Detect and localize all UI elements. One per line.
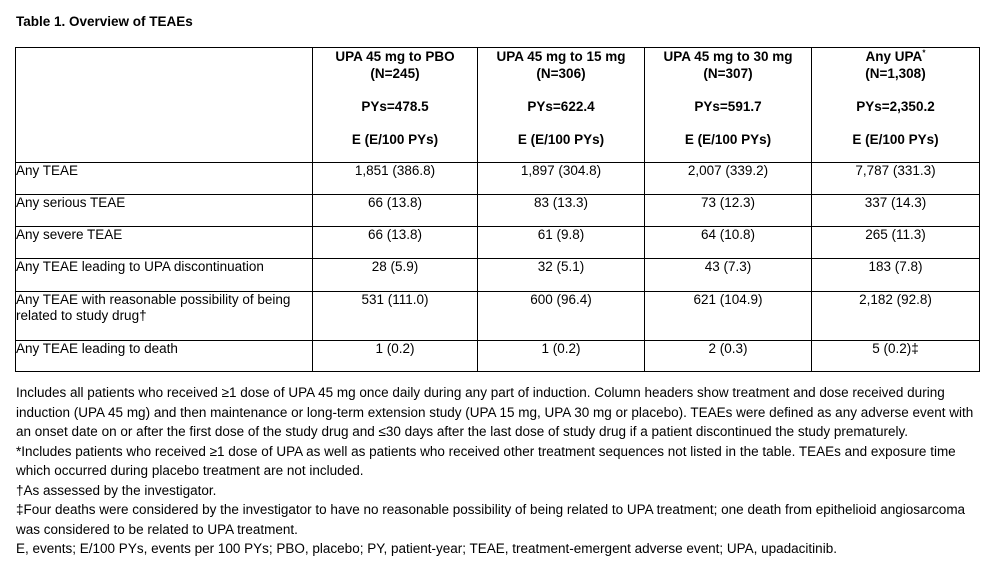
table-cell: 43 (7.3): [645, 259, 812, 292]
table-cell: 66 (13.8): [313, 227, 478, 259]
row-label: Any TEAE: [16, 163, 313, 195]
table-cell: 531 (111.0): [313, 292, 478, 341]
table-cell: 1,851 (386.8): [313, 163, 478, 195]
table-cell: 2,007 (339.2): [645, 163, 812, 195]
table-cell: 2 (0.3): [645, 341, 812, 372]
table-cell: 32 (5.1): [478, 259, 645, 292]
footnotes: [16, 383, 976, 559]
table-cell: 28 (5.9): [313, 259, 478, 292]
table-row: [16, 259, 980, 292]
footnote-deaths: ‡Four deaths were considered by the investigator to have no reasonable possibility of being related to UPA treatment; one death from epithelioid angiosarcoma was considered to be related to UPA treatment.: [16, 502, 966, 537]
table-title: Table 1. Overview of TEAEs: [16, 14, 193, 29]
table-cell: 7,787 (331.3): [812, 163, 980, 195]
header-row: [16, 48, 980, 163]
footnote-general: Includes all patients who received ≥1 dose of UPA 45 mg once daily during any part of induction. Column headers show treatment and dose received during induction (UPA 45 mg) and then maintenance or long-term extension study (UPA 15 mg, UPA 30 mg or placebo). TEAEs were defined as any adverse event with an onset date on or after the first dose of the study drug and ≤30 days after the last dose of study drug if a patient discontinued the study prematurely.: [16, 385, 974, 439]
table-cell: 265 (11.3): [812, 227, 980, 259]
header-col-any-upa: Any UPA* (N=1,308) PYs=2,350.2 E (E/100 PYs): [812, 48, 980, 163]
row-label: Any TEAE leading to death: [16, 341, 313, 372]
footnote-any-upa: *Includes patients who received ≥1 dose of UPA as well as patients who received other treatment sequences not listed in the table. TEAEs and exposure time which occurred during placebo treatment are not included.: [16, 443, 956, 478]
row-label: Any TEAE leading to UPA discontinuation: [16, 259, 313, 292]
table-cell: 73 (12.3): [645, 195, 812, 227]
table-cell: 183 (7.8): [812, 259, 980, 292]
table-cell: 2,182 (92.8): [812, 292, 980, 341]
table-cell: 1,897 (304.8): [478, 163, 645, 195]
table-cell: 61 (9.8): [478, 227, 645, 259]
row-label: Any severe TEAE: [16, 227, 313, 259]
table-cell: 1 (0.2): [478, 341, 645, 372]
table-cell: 64 (10.8): [645, 227, 812, 259]
table-cell: 5 (0.2)‡: [812, 341, 980, 372]
header-col-upa45-30: UPA 45 mg to 30 mg (N=307) PYs=591.7 E (E/100 PYs): [645, 48, 812, 163]
footnote-mark: *: [922, 48, 926, 58]
footnote-abbreviations: E, events; E/100 PYs, events per 100 PYs; PBO, placebo; PY, patient-year; TEAE, treatment-emergent adverse event; UPA, upadacitinib.: [16, 541, 837, 556]
teae-table: [15, 47, 980, 372]
table-cell: 600 (96.4): [478, 292, 645, 341]
table-row: [16, 292, 980, 341]
row-label: Any TEAE with reasonable possibility of being related to study drug†: [16, 292, 313, 341]
table-cell: 66 (13.8): [313, 195, 478, 227]
table-cell: 1 (0.2): [313, 341, 478, 372]
table-row: [16, 163, 980, 195]
row-label: Any serious TEAE: [16, 195, 313, 227]
table-row: [16, 227, 980, 259]
table-row: [16, 341, 980, 372]
table-cell: 621 (104.9): [645, 292, 812, 341]
table-cell: 337 (14.3): [812, 195, 980, 227]
table-cell: 83 (13.3): [478, 195, 645, 227]
header-col-upa45-15: UPA 45 mg to 15 mg (N=306) PYs=622.4 E (E/100 PYs): [478, 48, 645, 163]
footnote-investigator: †As assessed by the investigator.: [16, 482, 217, 498]
table-row: [16, 195, 980, 227]
header-col-upa45-pbo: UPA 45 mg to PBO (N=245) PYs=478.5 E (E/100 PYs): [313, 48, 478, 163]
header-empty-cell: [16, 48, 313, 163]
